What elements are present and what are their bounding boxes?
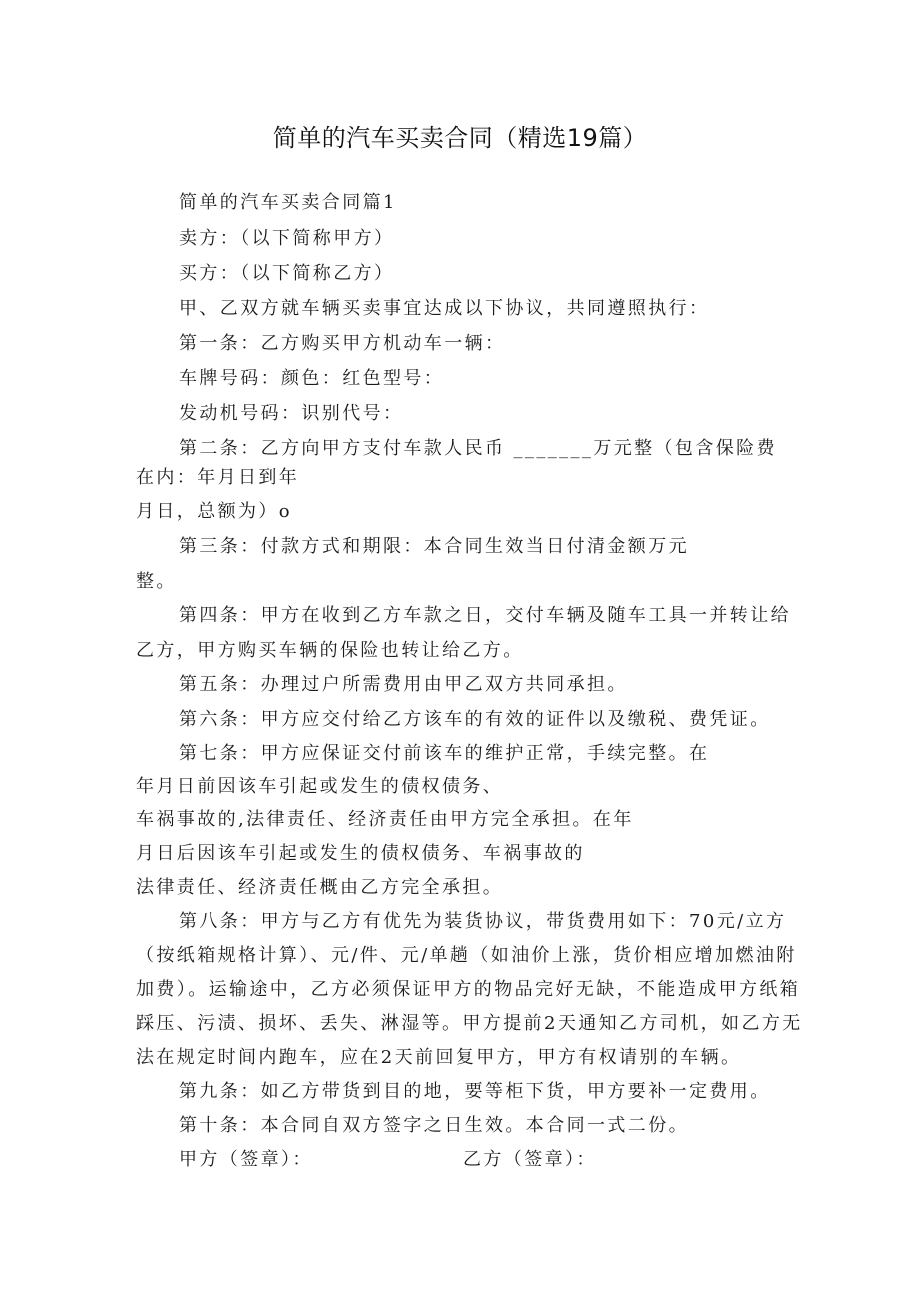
clause-8-cont-2: 加费）。运输途中，乙方必须保证甲方的物品完好无缺，不能造成甲方纸箱 xyxy=(136,979,801,1000)
clause-2-cont-1: 在内：年月日到年 xyxy=(136,467,300,488)
clause-4-cont: 乙方，甲方购买车辆的保险也转让给乙方。 xyxy=(136,640,524,661)
clause-7-cont-4: 法律责任、经济责任概由乙方完全承担。 xyxy=(136,877,504,898)
clause-2: 第二条：乙方向甲方支付车款人民币 _______万元整（包含保险费 xyxy=(179,438,777,459)
plate-color-model: 车牌号码：颜色：红色型号： xyxy=(179,368,445,389)
clause-2-cont-2: 月日，总额为）o xyxy=(136,501,293,522)
buyer-line: 买方：（以下简称乙方） xyxy=(179,263,395,284)
clause-6: 第六条：甲方应交付给乙方该车的有效的证件以及缴税、费凭证。 xyxy=(179,709,771,730)
clause-7: 第七条：甲方应保证交付前该车的维护正常，手续完整。在 xyxy=(179,743,710,764)
clause-9: 第九条：如乙方带货到目的地，要等柜下货，甲方要补一定费用。 xyxy=(179,1081,771,1102)
clause-8-cont-1: （按纸箱规格计算）、元/件、元/单趟（如油价上涨，货价相应增加燃油附 xyxy=(136,945,797,966)
clause-8: 第八条：甲方与乙方有优先为装货协议，带货费用如下：70元/立方 xyxy=(179,911,787,932)
document-title: 简单的汽车买卖合同（精选19篇） xyxy=(272,124,648,152)
clause-8-cont-3: 踩压、污渍、损坏、丢失、淋湿等。甲方提前2天通知乙方司机，如乙方无 xyxy=(136,1013,803,1034)
party-b-signature: 乙方（签章）： xyxy=(463,1149,597,1170)
clause-5: 第五条：办理过户所需费用由甲乙双方共同承担。 xyxy=(179,674,628,695)
clause-8-cont-4: 法在规定时间内跑车，应在2天前回复甲方，甲方有权请别的车辆。 xyxy=(136,1047,742,1068)
engine-vin: 发动机号码：识别代号： xyxy=(179,403,404,424)
clause-1: 第一条：乙方购买甲方机动车一辆： xyxy=(179,333,506,354)
clause-7-cont-3: 月日后因该车引起或发生的债权债务、车祸事故的 xyxy=(136,843,585,864)
section-heading: 简单的汽车买卖合同篇1 xyxy=(179,192,397,213)
clause-4: 第四条：甲方在收到乙方车款之日，交付车辆及随车工具一并转让给 xyxy=(179,605,791,626)
clause-3-cont: 整。 xyxy=(136,571,177,592)
clause-7-cont-2: 车祸事故的,法律责任、经济责任由甲方完全承担。在年 xyxy=(136,809,634,830)
clause-7-cont-1: 年月日前因该车引起或发生的债权债务、 xyxy=(136,776,504,797)
agreement-intro: 甲、乙双方就车辆买卖事宜达成以下协议，共同遵照执行： xyxy=(179,298,710,319)
clause-3: 第三条：付款方式和期限：本合同生效当日付清金额万元 xyxy=(179,536,689,557)
clause-10: 第十条：本合同自双方签字之日生效。本合同一式二份。 xyxy=(179,1115,689,1136)
seller-line: 卖方：（以下简称甲方） xyxy=(179,228,395,249)
party-a-signature: 甲方（签章）： xyxy=(179,1149,313,1170)
